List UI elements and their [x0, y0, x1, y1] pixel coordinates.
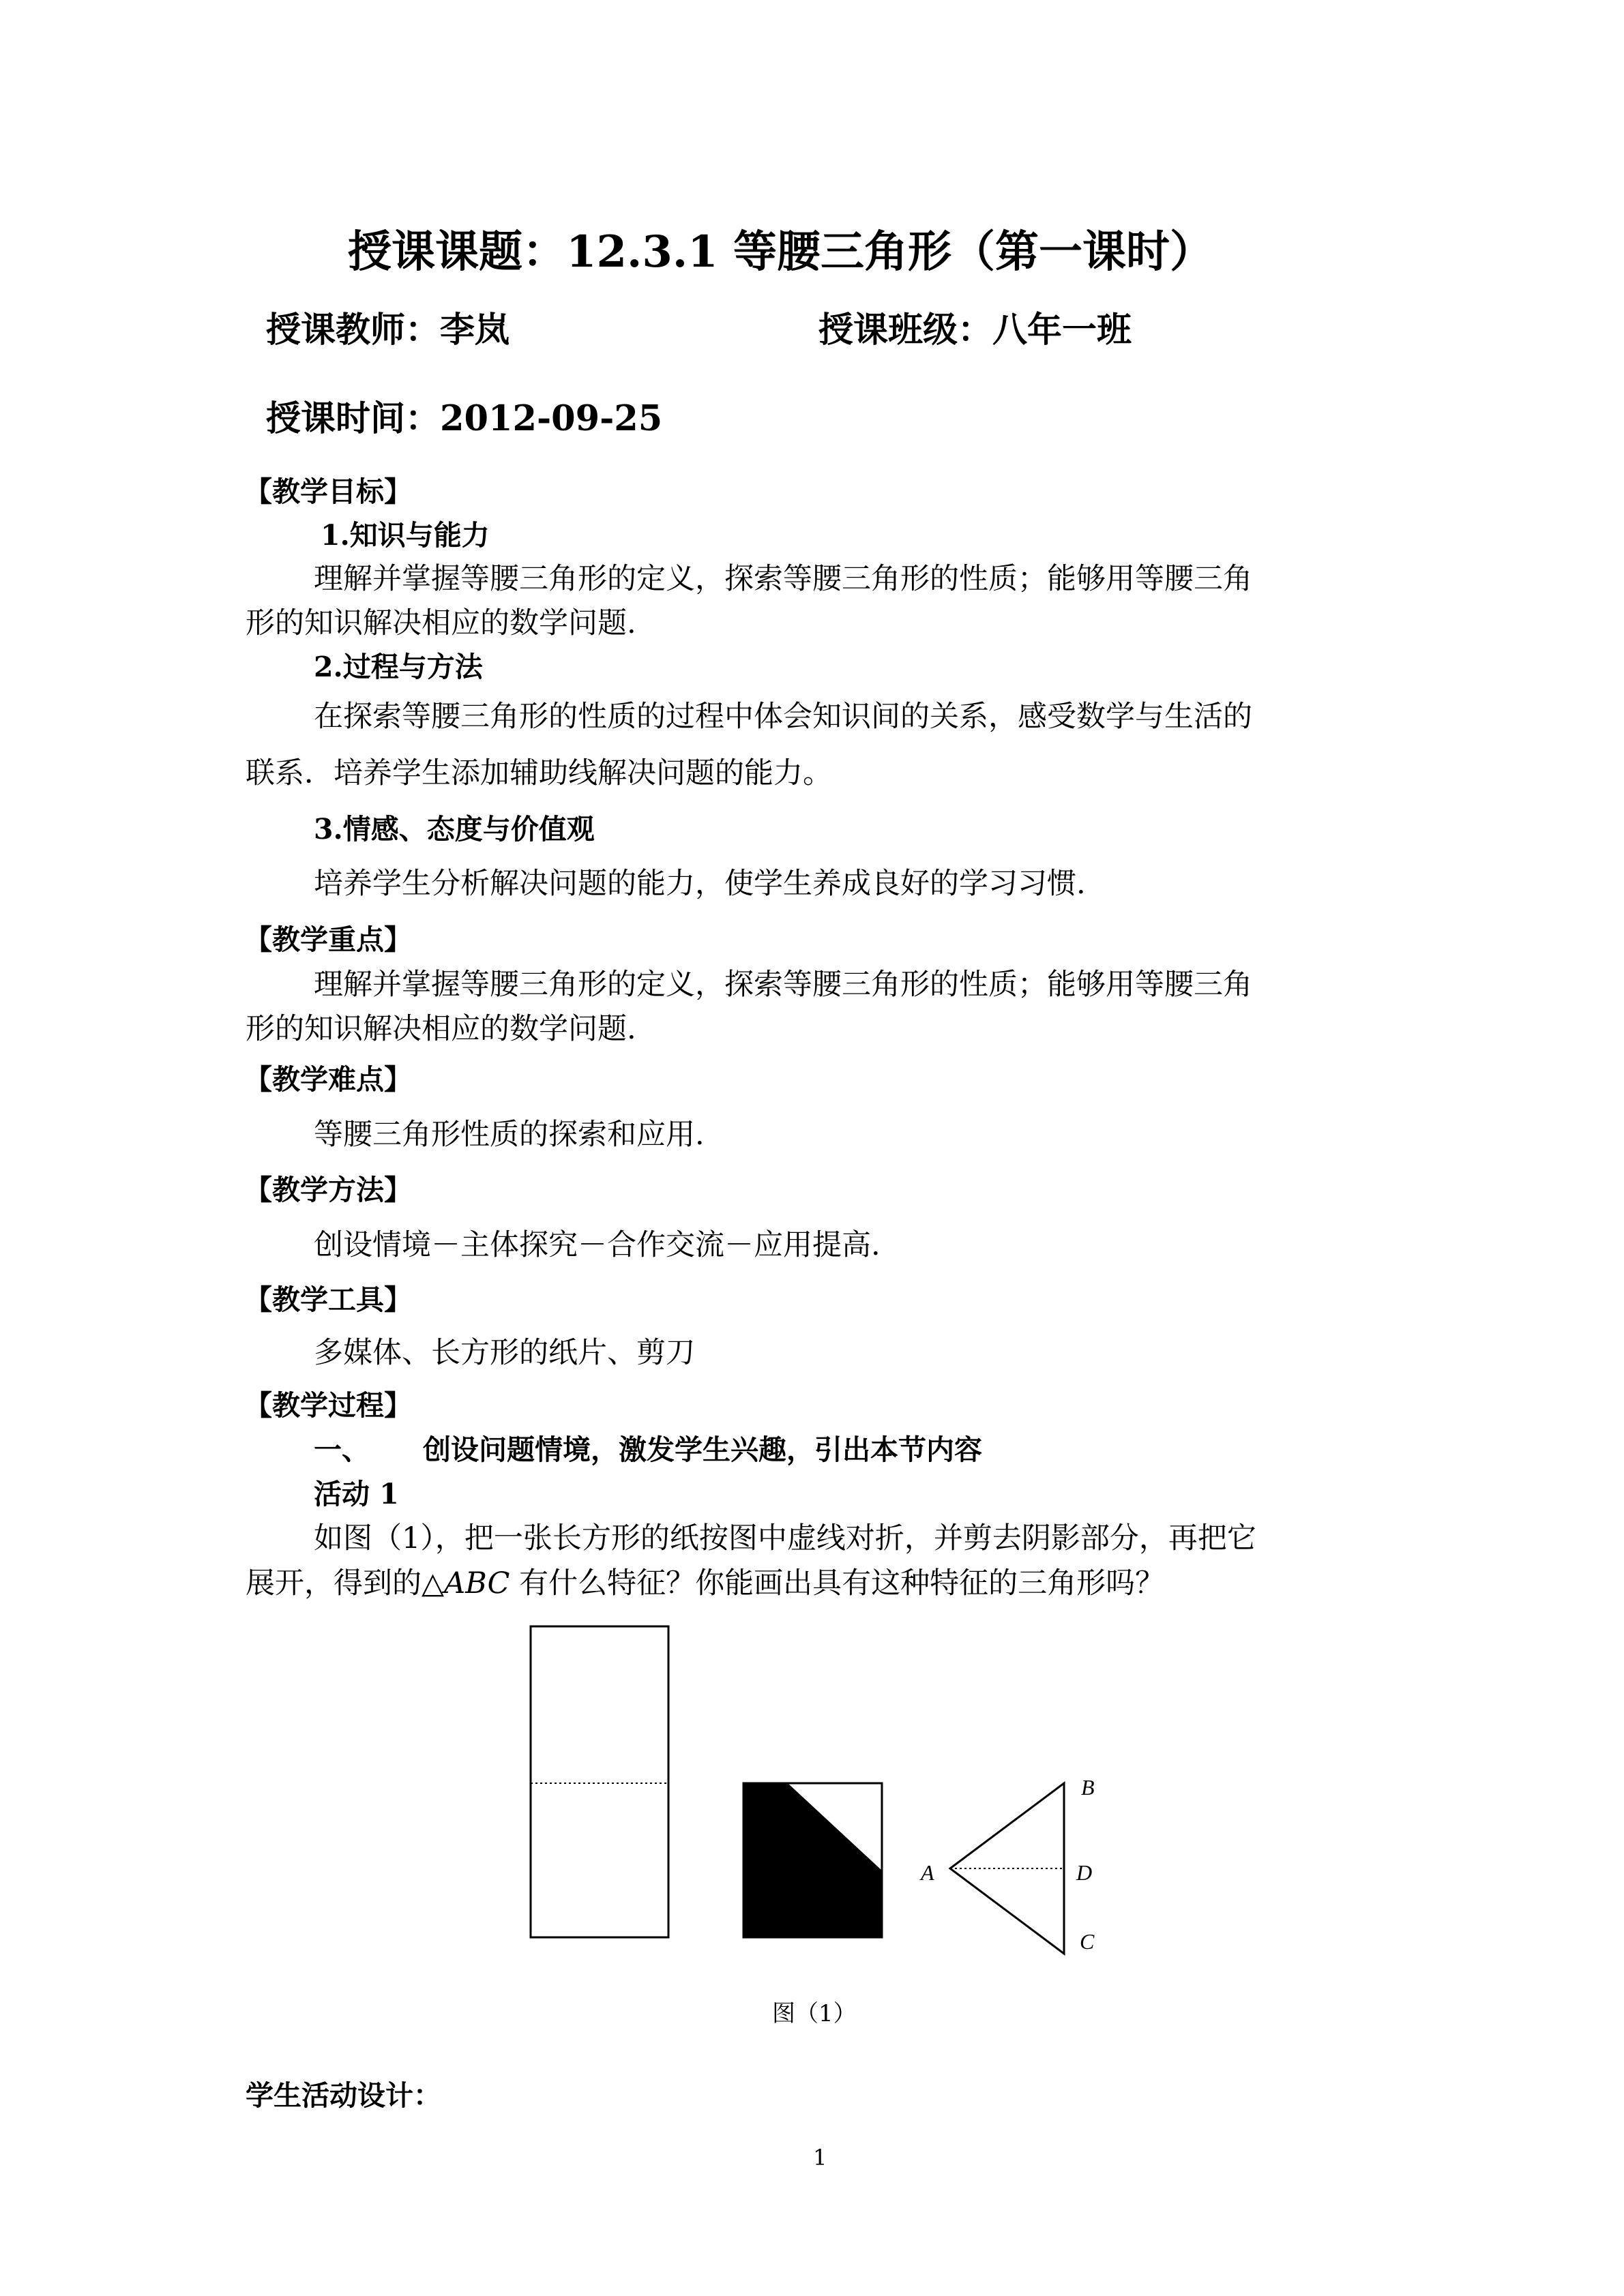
tools-heading: 【教学工具】: [244, 1283, 412, 1316]
figure-caption: 图（1）: [772, 2000, 857, 2027]
key-points-heading: 【教学重点】: [244, 923, 412, 956]
student-activity-design-heading: 学生活动设计：: [246, 2079, 441, 2112]
objective-process-line1: 在探索等腰三角形的性质的过程中体会知识间的关系，感受数学与生活的: [314, 700, 1252, 734]
objective-knowledge-heading: 1.知识与能力: [321, 519, 490, 552]
difficulties-heading: 【教学难点】: [244, 1063, 412, 1096]
step-title: 创设问题情境，激发学生兴趣，引出本节内容: [423, 1433, 982, 1466]
time-label: 授课时间：2012-09-25: [266, 398, 663, 439]
methods-line1: 创设情境－主体探究－合作交流－应用提高.: [314, 1228, 881, 1262]
lesson-title: 授课课题：12.3.1 等腰三角形（第一课时）: [348, 226, 1213, 278]
objective-knowledge-line1: 理解并掌握等腰三角形的定义，探索等腰三角形的性质；能够用等腰三角: [314, 562, 1252, 596]
methods-heading: 【教学方法】: [244, 1174, 412, 1206]
tools-line1: 多媒体、长方形的纸片、剪刀: [314, 1336, 695, 1370]
paper-rectangle: [531, 1626, 668, 1937]
shaded-cut-region: [743, 1783, 882, 1937]
key-points-line1: 理解并掌握等腰三角形的定义，探索等腰三角形的性质；能够用等腰三角: [314, 968, 1252, 1002]
objective-attitude-line1: 培养学生分析解决问题的能力，使学生养成良好的学习习惯.: [314, 867, 1086, 901]
objectives-heading: 【教学目标】: [244, 475, 412, 508]
process-heading: 【教学过程】: [244, 1389, 412, 1422]
vertex-a-label: A: [921, 1860, 934, 1885]
vertex-b-label: B: [1081, 1775, 1095, 1800]
triangle-abc-label: ABC: [444, 1566, 510, 1600]
objective-knowledge-line2: 形的知识解决相应的数学问题.: [246, 606, 636, 640]
key-points-line2: 形的知识解决相应的数学问题.: [246, 1012, 636, 1046]
point-d-label: D: [1076, 1860, 1093, 1885]
vertex-c-label: C: [1080, 1929, 1095, 1954]
activity-line2-end: 有什么特征？你能画出具有这种特征的三角形吗？: [510, 1566, 1165, 1600]
objective-attitude-heading: 3.情感、态度与价值观: [314, 813, 595, 846]
objective-process-line2: 联系．培养学生添加辅助线解决问题的能力。: [246, 756, 832, 790]
difficulties-line1: 等腰三角形性质的探索和应用.: [314, 1118, 705, 1152]
page-number: 1: [813, 2145, 827, 2171]
class-label: 授课班级：八年一班: [818, 310, 1132, 351]
step-number: 一、: [314, 1433, 370, 1466]
teacher-label: 授课教师：李岚: [266, 310, 510, 351]
objective-process-heading: 2.过程与方法: [314, 651, 483, 683]
activity-line1: 如图（1），把一张长方形的纸按图中虚线对折，并剪去阴影部分，再把它: [314, 1521, 1256, 1555]
activity-heading: 活动 1: [314, 1478, 399, 1510]
activity-line2-start: 展开，得到的△: [246, 1566, 445, 1600]
